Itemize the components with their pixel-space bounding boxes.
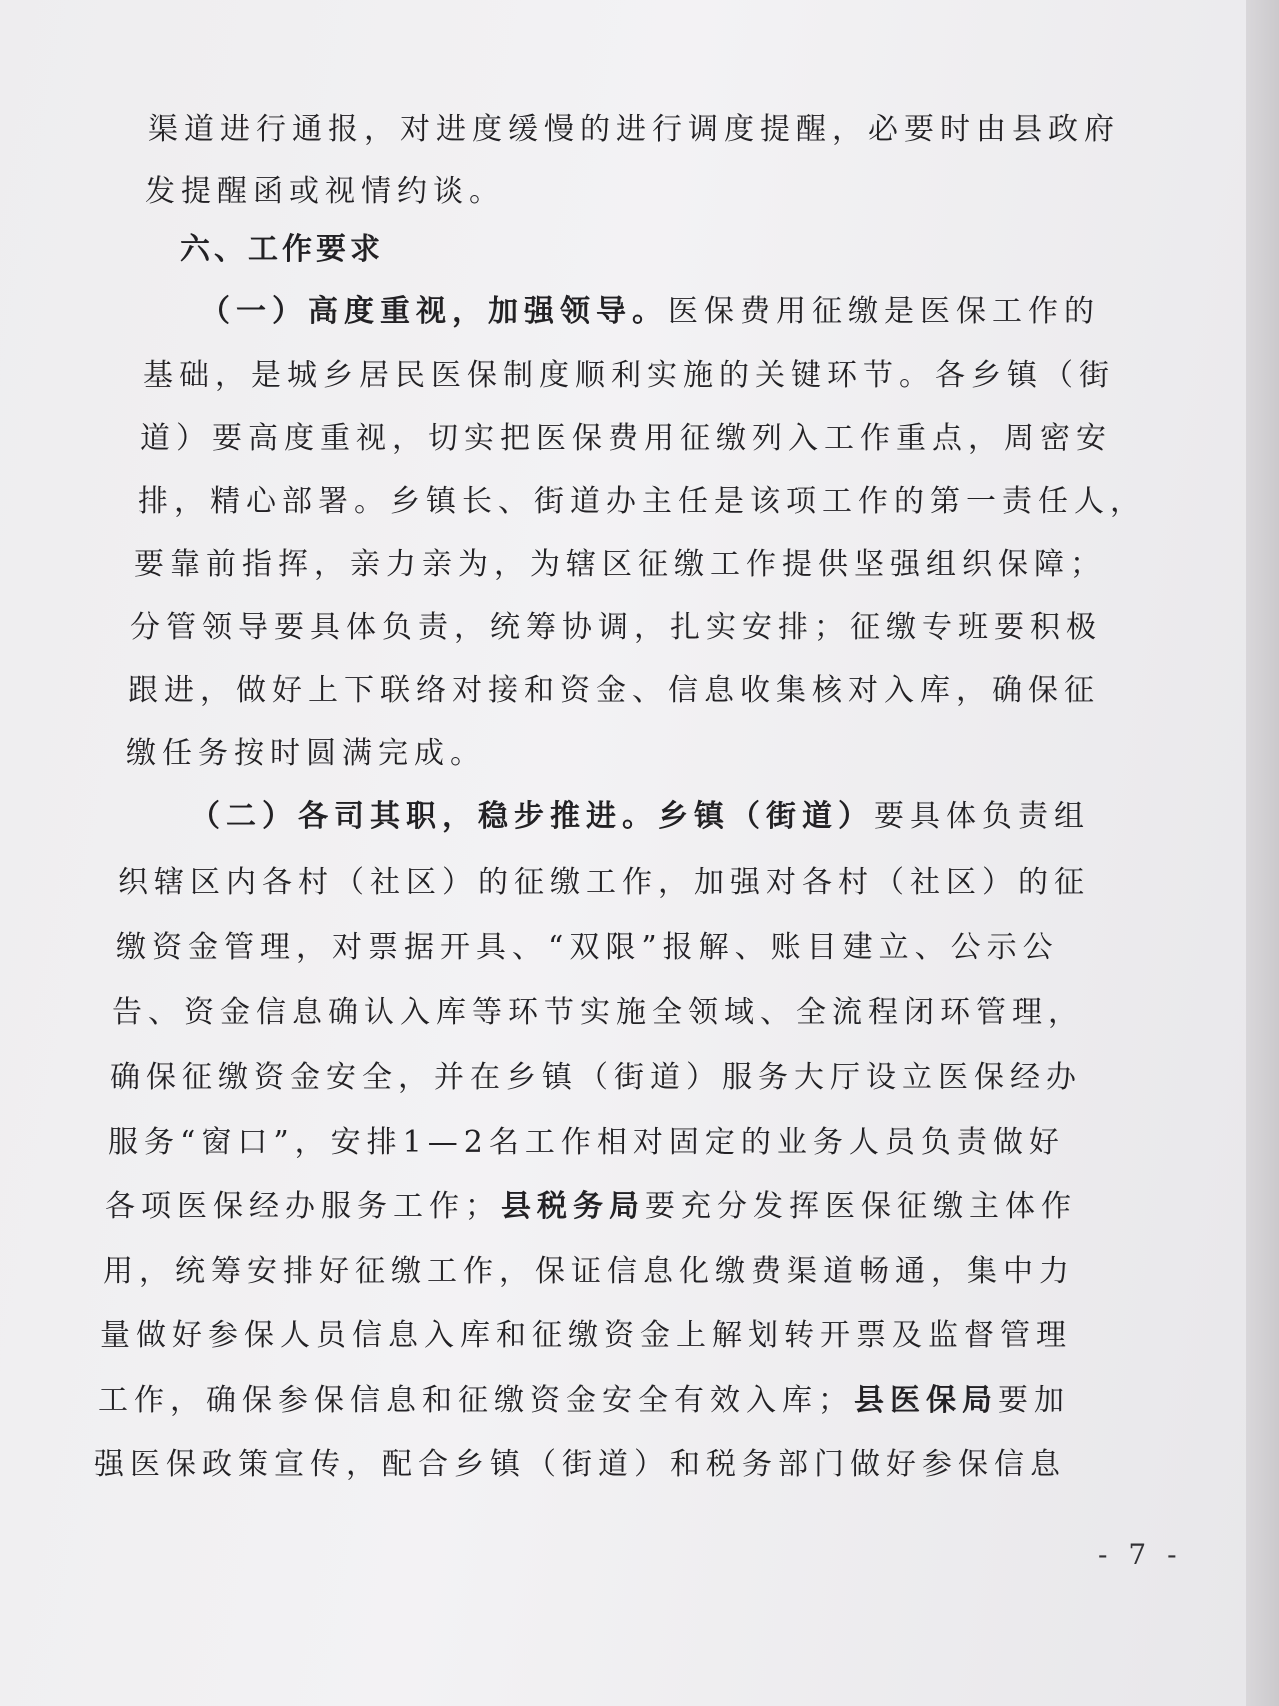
section-heading: 六、工作要求: [180, 232, 384, 267]
body-line-11: 缴任务按时圆满完成。: [126, 736, 486, 771]
agency-medical-insurance-bureau: 县医保局: [854, 1383, 998, 1418]
body-line-19: 用，统筹安排好征缴工作，保证信息化缴费渠道畅通，集中力: [103, 1254, 1075, 1289]
body-line-7: 排，精心部署。乡镇长、街道办主任是该项工作的第一责任人，: [138, 484, 1146, 519]
body-line-9: 分管领导要具体负责，统筹协调，扎实安排；征缴专班要积极: [130, 610, 1102, 645]
body-line-13: 织辖区内各村（社区）的征缴工作，加强对各村（社区）的征: [118, 865, 1090, 900]
body-line-12: [190, 797, 1090, 837]
subheading-two: （二）各司其职，稳步推进。乡镇（街道）: [190, 799, 874, 834]
body-line-2: 发提醒函或视情约谈。: [145, 174, 505, 209]
body-line-4: [200, 292, 1100, 332]
page-number: - 7 -: [1098, 1538, 1183, 1571]
body-line-8: 要靠前指挥，亲力亲为，为辖区征缴工作提供坚强组织保障；: [134, 547, 1106, 582]
page-edge-shadow: [1246, 0, 1279, 1706]
body-text: 工作，确保参保信息和征缴资金安全有效入库；: [98, 1383, 854, 1418]
body-line-15: 告、资金信息确认入库等环节实施全领域、全流程闭环管理，: [112, 995, 1084, 1030]
subheading-one: （一）高度重视，加强领导。: [200, 294, 668, 329]
body-line-10: 跟进，做好上下联络对接和资金、信息收集核对入库，确保征: [128, 673, 1100, 708]
body-line-5: 基础，是城乡居民医保制度顺利实施的关键环节。各乡镇（街: [143, 358, 1115, 393]
body-line-18: [105, 1187, 1077, 1227]
agency-tax-bureau: 县税务局: [501, 1189, 645, 1224]
body-line-6: 道）要高度重视，切实把医保费用征缴列入工作重点，周密安: [140, 421, 1112, 456]
body-line-22: 强医保政策宣传，配合乡镇（街道）和税务部门做好参保信息: [94, 1447, 1066, 1482]
body-line-21: [98, 1381, 1070, 1421]
body-text: 各项医保经办服务工作；: [105, 1189, 501, 1224]
body-text: 要充分发挥医保征缴主体作: [645, 1189, 1077, 1224]
body-line-1: 渠道进行通报，对进度缓慢的进行调度提醒，必要时由县政府: [148, 112, 1120, 147]
body-text: 要具体负责组: [874, 799, 1090, 834]
body-line-14: 缴资金管理，对票据开具、“双限”报解、账目建立、公示公: [116, 930, 1059, 965]
body-line-20: 量做好参保人员信息入库和征缴资金上解划转开票及监督管理: [100, 1318, 1072, 1353]
body-line-17: 服务“窗口”，安排1—2名工作相对固定的业务人员负责做好: [108, 1125, 1065, 1160]
body-text: 医保费用征缴是医保工作的: [668, 294, 1100, 329]
body-text: 要加: [998, 1383, 1070, 1418]
body-line-16: 确保征缴资金安全，并在乡镇（街道）服务大厅设立医保经办: [110, 1060, 1082, 1095]
